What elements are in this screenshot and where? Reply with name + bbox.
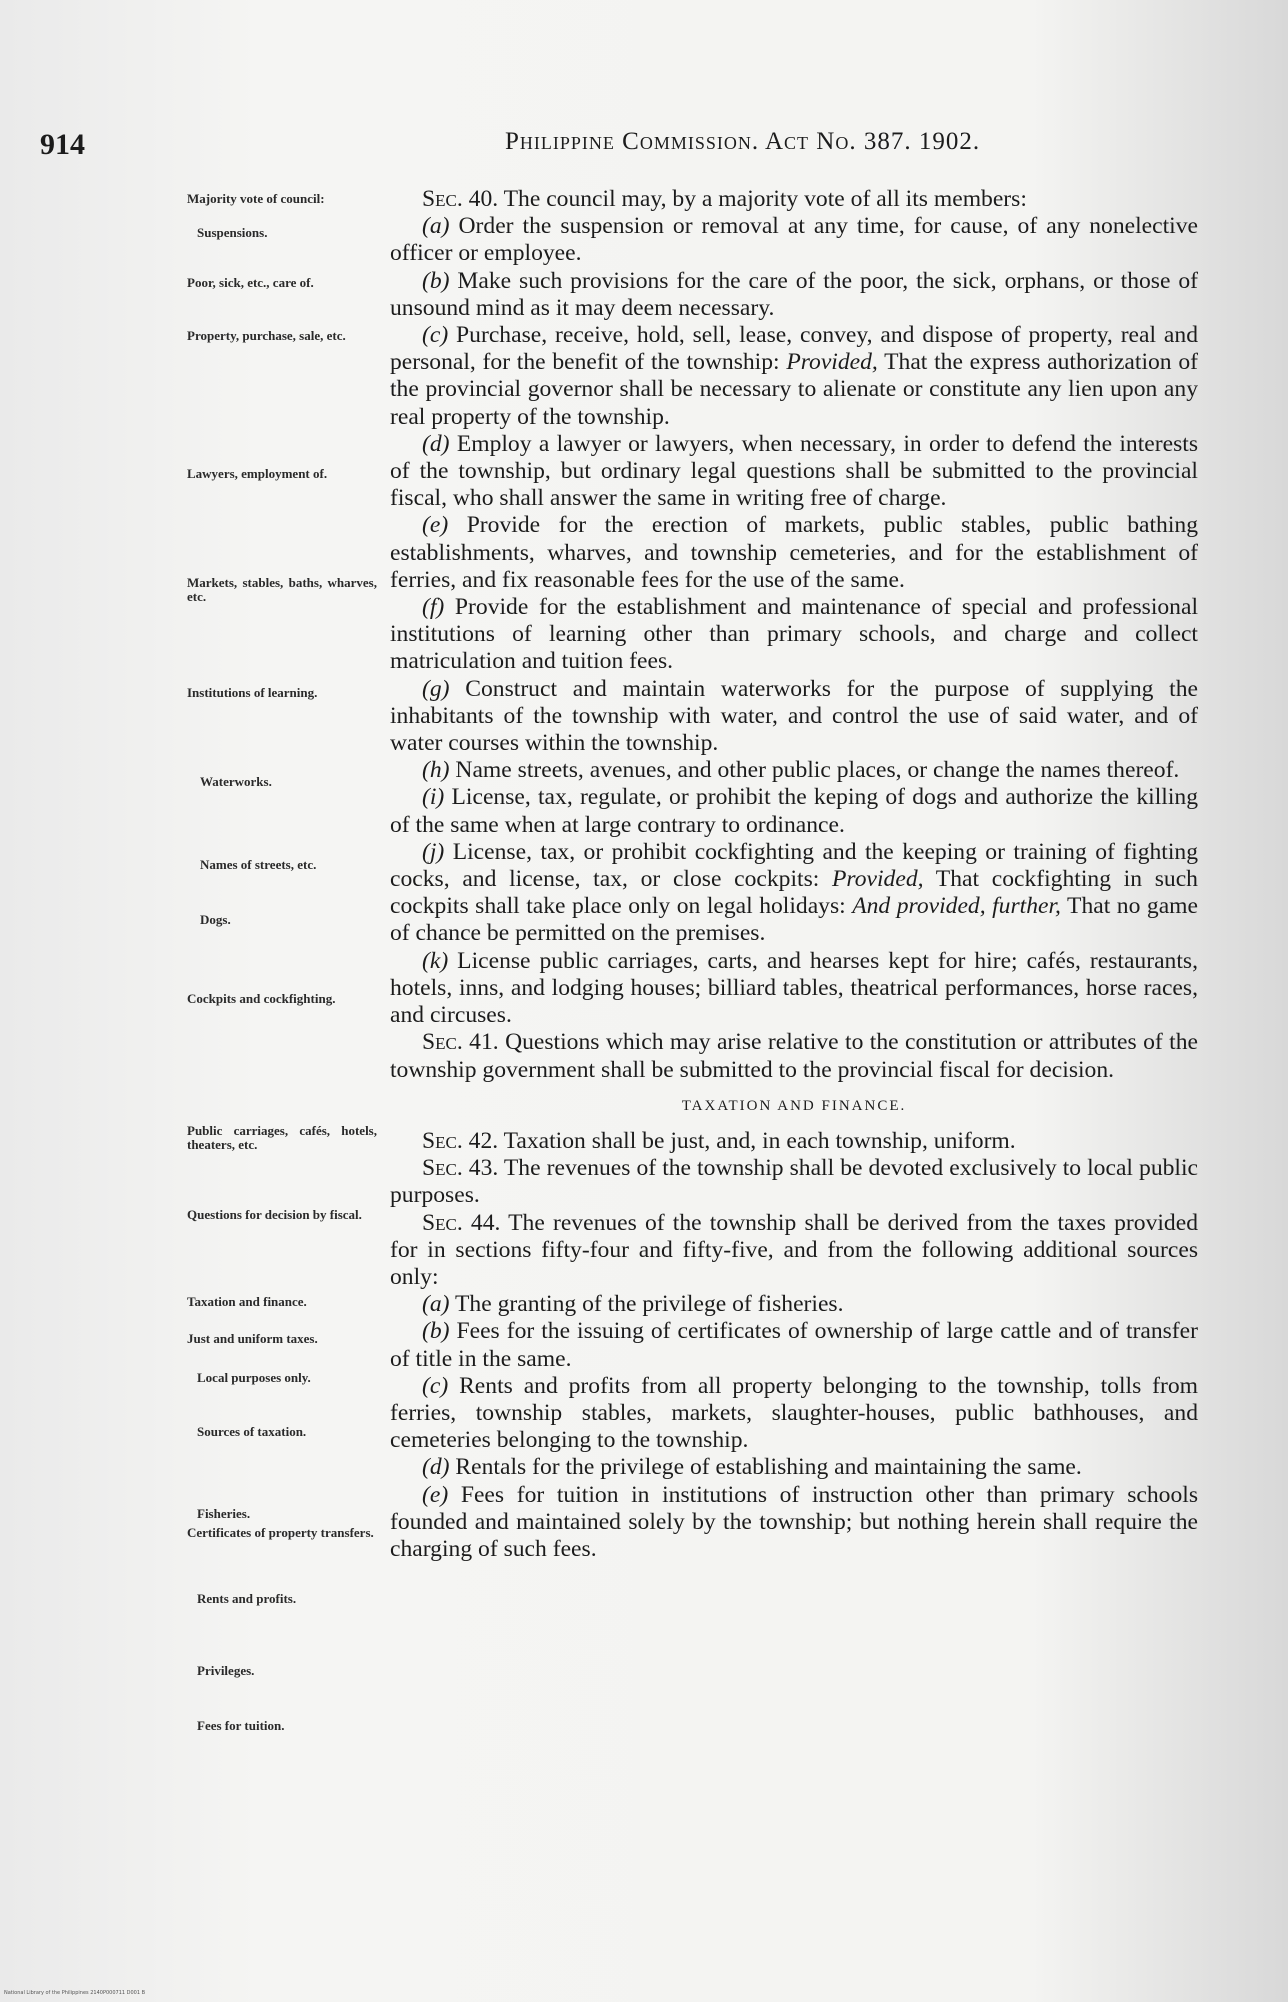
margin-note: Local purposes only. [197, 1370, 311, 1385]
clause-label: (a) [422, 1291, 450, 1318]
clause-text: License public carriages, carts, and hearses kept for hire; cafés, restaurants, hotels, inns, and lodging houses; billiard tables, theatrical performances, horse races, and circuses. [390, 947, 1198, 1029]
clause-text: License, tax, or prohibit cockfighting and the keeping or training of fighting cocks, and license, tax, or close cockpits: [390, 838, 1198, 893]
clause [390, 268, 1198, 322]
clause [390, 594, 1198, 676]
clause-label: (g) [422, 675, 450, 702]
clause-text: Rentals for the privilege of establishing and maintaining the same. [449, 1454, 1082, 1481]
margin-note: Majority vote of council: [187, 191, 325, 206]
margin-note: Questions for decision by fiscal. [187, 1207, 362, 1222]
clause [390, 1454, 1198, 1481]
clause-label: (a) [422, 213, 450, 240]
running-head: Philippine Commission. Act No. 387. 1902. [505, 128, 981, 155]
clause [390, 512, 1198, 594]
margin-note: Cockpits and cockfighting. [187, 991, 336, 1006]
clause [390, 784, 1198, 838]
clause-label: (j) [422, 838, 445, 865]
section-text: The revenues of the township shall be devoted exclusively to local public purposes. [390, 1155, 1198, 1209]
section-label: Sec. 40. [422, 186, 499, 212]
margin-notes [0, 0, 390, 2002]
clause-label: (c) [422, 1372, 449, 1399]
margin-note: Just and uniform taxes. [187, 1331, 318, 1346]
clause-label: (b) [422, 267, 450, 294]
proviso: And provided, further, [852, 893, 1061, 920]
clause-text: That no game of chance be permitted on the premises. [390, 893, 1198, 947]
clause-label: (h) [422, 757, 450, 784]
clause-text: Order the suspension or removal at any time, for cause, of any nonelective officer or employee. [390, 213, 1198, 267]
clause-label: (i) [422, 784, 445, 811]
section-label: Sec. 42. [422, 1127, 499, 1154]
clause [390, 1373, 1198, 1455]
margin-note: Markets, stables, baths, wharves, etc. [187, 575, 377, 604]
margin-note: Institutions of learning. [187, 685, 318, 700]
margin-note: Sources of taxation. [197, 1424, 307, 1439]
section-heading: TAXATION AND FINANCE. [681, 1097, 907, 1114]
clause [390, 1318, 1198, 1372]
section-text: Taxation shall be just, and, in each township, uniform. [498, 1127, 1016, 1154]
section-41 [390, 1029, 1198, 1083]
clause-text: Name streets, avenues, and other public places, or change the names thereof. [449, 757, 1180, 784]
margin-note: Property, purchase, sale, etc. [187, 328, 346, 343]
margin-note: Names of streets, etc. [200, 857, 317, 872]
clause-text: Provide for the erection of markets, public stables, public bathing establishments, wharves, and township cemeteries, and for the establishment of ferries, and fix reasonable fees for the use of the same. [390, 512, 1198, 593]
margin-note: Taxation and finance. [187, 1294, 307, 1309]
section-text: Questions which may arise relative to the constitution or attributes of the township government shall be submitted to the provincial fiscal for decision. [390, 1029, 1198, 1083]
clause-text: Rents and profits from all property belonging to the township, tolls from ferries, township stables, markets, slaughter-houses, public bathhouses, and cemeteries belonging to the township. [390, 1372, 1198, 1454]
clause-text: The granting of the privilege of fisheries. [449, 1291, 844, 1318]
margin-note: Fisheries. [197, 1506, 251, 1521]
clause-text: License, tax, regulate, or prohibit the keping of dogs and authorize the killing of the same when at large contrary to ordinance. [390, 784, 1198, 838]
margin-note: Dogs. [200, 912, 231, 927]
clause-text: Construct and maintain waterworks for the purpose of supplying the inhabitants of the township with water, and control the use of said water, and of water courses within the township. [390, 675, 1198, 757]
clause-label: (d) [422, 1454, 450, 1481]
margin-note: Rents and profits. [197, 1591, 297, 1606]
scan-footer: National Library of the Philippines 2140P000711 D001 B [4, 1990, 146, 1996]
clause-text: Provide for the establishment and maintenance of special and professional institutions of learning other than primary schools, and charge and collect matriculation and tuition fees. [390, 594, 1198, 675]
section-text: The revenues of the township shall be derived from the taxes provided for in sections fifty-four and fifty-five, and from the following additional sources only: [390, 1209, 1198, 1290]
margin-note: Fees for tuition. [197, 1718, 285, 1733]
clause-text: Purchase, receive, hold, sell, lease, convey, and dispose of property, real and personal, for the benefit of the township: [390, 322, 1198, 376]
margin-note: Suspensions. [197, 225, 268, 240]
clause [390, 1482, 1198, 1564]
clause [390, 948, 1198, 1030]
clause [390, 757, 1198, 784]
clause-label: (d) [422, 430, 450, 457]
margin-note: Waterworks. [200, 774, 272, 789]
clause-label: (k) [422, 947, 449, 974]
body-text [390, 186, 1198, 1563]
clause-text: That cockfighting in such cockpits shall take place only on legal holidays: [390, 866, 1198, 920]
section-43 [390, 1155, 1198, 1209]
proviso: Provided, [832, 866, 924, 893]
section-label: Sec. 43. [422, 1155, 499, 1182]
margin-note: Poor, sick, etc., care of. [187, 275, 314, 290]
clause-label: (e) [422, 512, 449, 539]
margin-note: Lawyers, employment of. [187, 466, 328, 481]
section-label: Sec. 41. [422, 1029, 499, 1056]
page-number: 914 [40, 128, 85, 161]
margin-note: Certificates of property transfers. [187, 1525, 374, 1540]
clause-text: Make such provisions for the care of the poor, the sick, orphans, or those of unsound mind as it may deem necessary. [390, 267, 1198, 321]
clause [390, 839, 1198, 948]
section-44 [390, 1210, 1198, 1292]
clause-label: (e) [422, 1481, 449, 1508]
section-label: Sec. 44. [422, 1209, 501, 1236]
margin-note: Privileges. [197, 1663, 255, 1678]
clause [390, 322, 1198, 431]
clause-label: (c) [422, 322, 449, 349]
section-42 [390, 1128, 1198, 1155]
clause-text: Fees for tuition in institutions of instruction other than primary schools founded and maintained solely by the township; but nothing herein shall require the charging of such fees. [390, 1481, 1198, 1562]
clause-label: (b) [422, 1318, 450, 1345]
clause [390, 676, 1198, 758]
section-40 [390, 186, 1198, 213]
proviso: Provided, [786, 349, 878, 376]
clause [390, 431, 1198, 513]
clause-label: (f) [422, 594, 445, 621]
clause-text: That the express authorization of the provincial governor shall be necessary to alienate or constitute any lien upon any real property of the township. [390, 349, 1198, 430]
margin-note: Public carriages, cafés, hotels, theaters, etc. [187, 1123, 377, 1152]
clause-text: Employ a lawyer or lawyers, when necessary, in order to defend the interests of the township, but ordinary legal questions shall be submitted to the provincial fiscal, who shall answer the same in writing free of charge. [390, 430, 1198, 512]
section-text: The council may, by a majority vote of all its members: [498, 186, 1027, 212]
clause-text: Fees for the issuing of certificates of ownership of large cattle and of transfer of title in the same. [390, 1318, 1198, 1372]
clause [390, 1291, 1198, 1318]
clause [390, 213, 1198, 267]
